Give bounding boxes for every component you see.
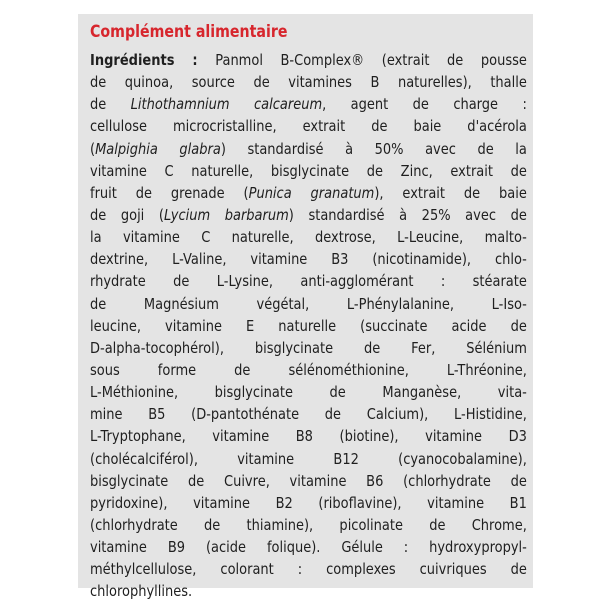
label-title: Complément alimentaire [90, 22, 288, 41]
latin-name: Lycium barbarum [163, 205, 289, 224]
text-line: L-Tryptophane, vitamine B8 (biotine), vitamine D3 [90, 427, 527, 446]
text-line: vitamine B9 (acide folique). Gélule : hydroxypropyl- [90, 538, 527, 557]
latin-name: Punica granatum [248, 183, 375, 202]
latin-name: Lithothamnium calcareum [130, 95, 323, 114]
text-line: chlorophyllines. [90, 582, 193, 601]
text-line: de Lithothamnium calcareum, agent de charge : [90, 95, 527, 114]
ingredients-label: Ingrédients : [90, 51, 198, 69]
text-line: de goji (Lycium barbarum) standardisé à 25% avec de [90, 205, 527, 224]
text-line: cellulose microcristalline, extrait de baie d'acérola [90, 117, 527, 136]
text-line: vitamine C naturelle, bisglycinate de Zinc, extrait de [90, 161, 527, 180]
text-line: D-alpha-tocophérol), bisglycinate de Fer, Sélénium [90, 338, 527, 357]
text-line: rhydrate de L-Lysine, anti-agglomérant : stéarate [90, 272, 527, 291]
text-line: fruit de grenade (Punica granatum), extrait de baie [90, 183, 527, 202]
text-line: L-Méthionine, bisglycinate de Manganèse, vita- [90, 383, 527, 402]
text-line: bisglycinate de Cuivre, vitamine B6 (chlorhydrate de [90, 471, 527, 490]
text-line: leucine, vitamine E naturelle (succinate acide de [90, 316, 527, 335]
text-line: (chlorhydrate de thiamine), picolinate de Chrome, [90, 515, 527, 534]
text-line: de quinoa, source de vitamines B naturelles), thalle [90, 73, 527, 92]
text-line: sous forme de sélénométhionine, L-Thréonine, [90, 360, 527, 379]
text-line: mine B5 (D-pantothénate de Calcium), L-Histidine, [90, 405, 527, 424]
text-line: (cholécalciférol), vitamine B12 (cyanocobalamine), [90, 449, 527, 468]
text-line: de Magnésium végétal, L-Phénylalanine, L-Iso- [90, 294, 527, 313]
text-line: méthylcellulose, colorant : complexes cuivriques de [90, 560, 527, 579]
text-line: Ingrédients : Panmol B-Complex® (extrait de pousse [90, 51, 527, 69]
text-line: la vitamine C naturelle, dextrose, L-Leucine, malto- [90, 228, 527, 247]
ingredients-text [90, 49, 527, 603]
text-line: (Malpighia glabra) standardisé à 50% avec de la [90, 139, 527, 158]
latin-name: Malpighia glabra [95, 139, 221, 158]
text-line: pyridoxine), vitamine B2 (riboflavine), vitamine B1 [90, 493, 527, 512]
text-line: dextrine, L-Valine, vitamine B3 (nicotinamide), chlo- [90, 250, 527, 269]
